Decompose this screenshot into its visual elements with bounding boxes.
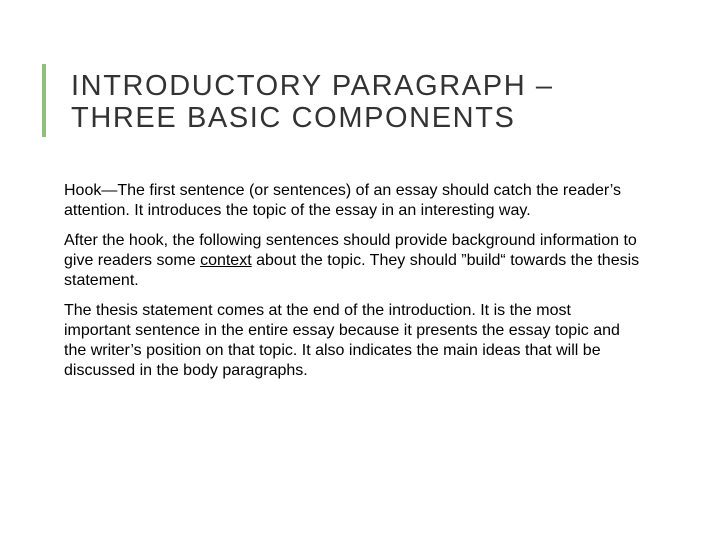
paragraph-background-text-end: about the topic. They should ”build“ towards the thesis statement. bbox=[64, 252, 640, 289]
term-context: context bbox=[200, 252, 252, 269]
slide-title-line-1: INTRODUCTORY PARAGRAPH – bbox=[71, 70, 554, 102]
slide-title-line-2: THREE BASIC COMPONENTS bbox=[71, 102, 516, 134]
paragraph-thesis: The thesis statement comes at the end of the introduction. It is the most important sentence in the entire essay because it presents the essay topic and the writer’s position on that topic. It also indicates the main ideas that will be discussed in the body paragraphs. bbox=[64, 302, 620, 379]
slide-body bbox=[64, 181, 642, 391]
title-accent-bar bbox=[42, 64, 46, 137]
paragraph-hook: Hook—The first sentence (or sentences) of an essay should catch the reader’s attention. It introduces the topic of the essay in an interesting way. bbox=[64, 182, 622, 219]
paragraph-background bbox=[64, 231, 642, 291]
paragraph-background-text-start: After the hook, the following sentences should provide background information to give readers some bbox=[64, 232, 637, 269]
slide-title bbox=[71, 70, 691, 134]
